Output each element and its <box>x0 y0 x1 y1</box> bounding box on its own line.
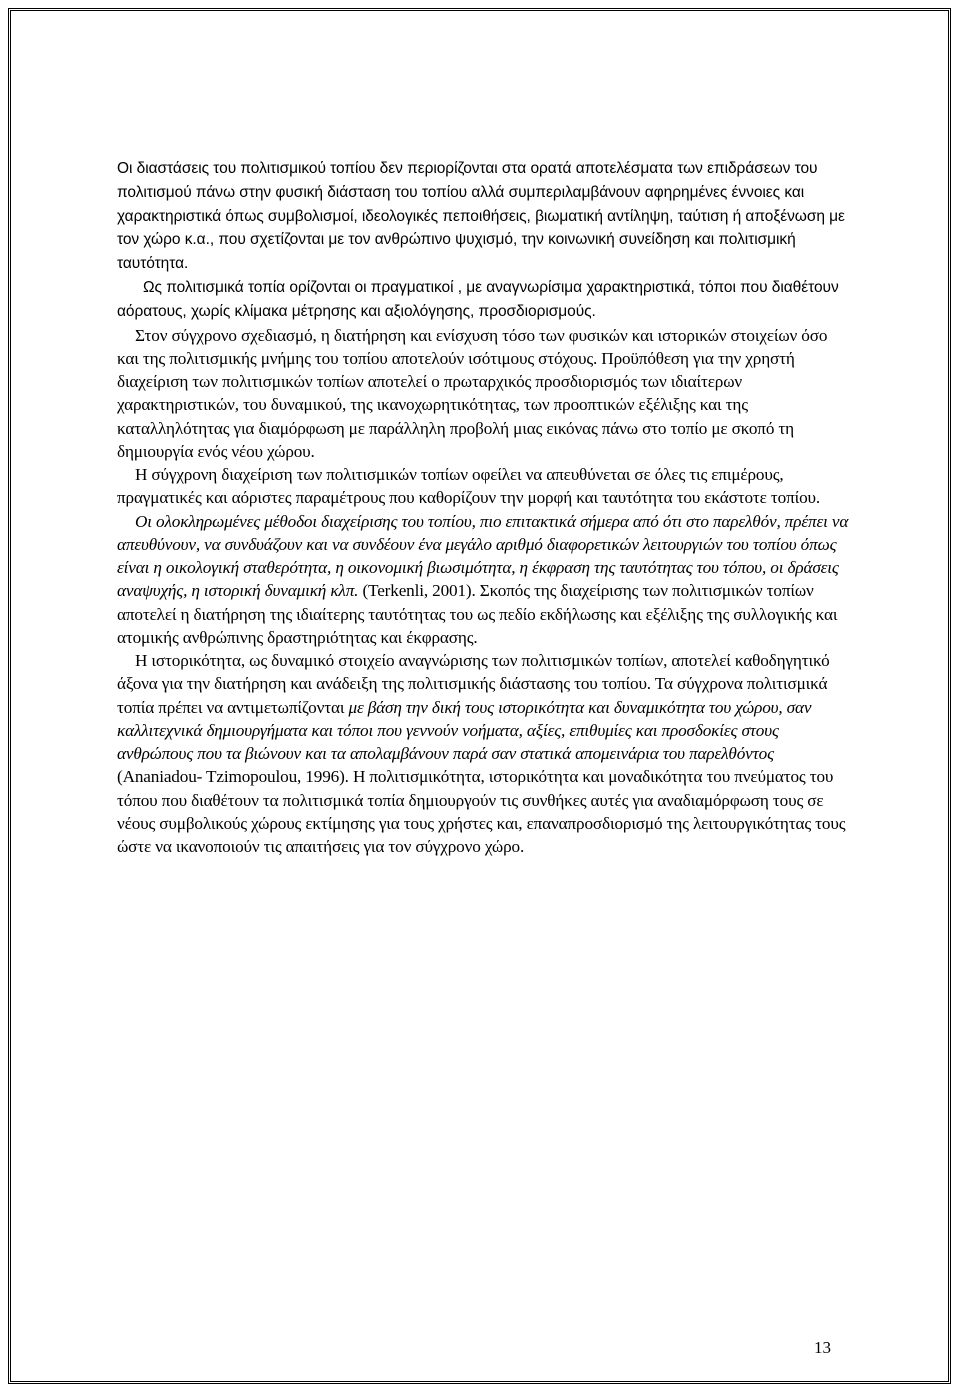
document-body <box>117 157 849 858</box>
paragraph-4: Η σύγχρονη διαχείριση των πολιτισμικών τοπίων οφείλει να απευθύνεται σε όλες τις επιμέρους, πραγματικές και αόριστες παραμέτρους που καθορίζουν την μορφή και ταυτότητα του εκάστοτε τοπίου. <box>117 465 821 508</box>
document-page <box>8 8 951 1384</box>
paragraph-1: Οι διαστάσεις του πολιτισμικού τοπίου δεν περιορίζονται στα ορατά αποτελέσματα των επιδράσεων του πολιτισμού πάνω στην φυσική διάσταση του τοπίου αλλά συμπεριλαμβάνουν αφηρημένες έννοιες και χαρακτηριστικά όπως συμβολισμοί, ιδεολογικές πεποιθήσεις, βιωματική αντίληψη, ταύτιση ή αποξένωση με τον χώρο κ.α., που σχετίζονται με τον ανθρώπινο ψυχισμό, την κοινωνική συνείδηση και πολιτισμική ταυτότητα. <box>117 160 845 273</box>
paragraph-3 <box>117 324 849 464</box>
paragraph-5 <box>117 510 849 650</box>
paragraph-6-part-2: (Ananiadou- Tzimopoulou, 1996). Η πολιτισμικότητα, ιστορικότητα και μοναδικότητα του πνεύματος του τόπου που διαθέτουν τα πολιτισμικά τοπία δημιουργούν τις συνθήκες αυτές για αναδιαμόρφωση τους σε νέους συμβολικούς χώρους εκτίμησης για τους χρήστες και, επαναπροσδιορισμό της λειτουργικότητας τους ώστε να ικανοποιούν τις απαιτήσεις για τον σύγχρονο χώρο. <box>117 767 846 857</box>
paragraph-5-rest: (Terkenli, 2001). Σκοπός της διαχείρισης των πολιτισμικών τοπίων αποτελεί η διατήρηση της ιδιαίτερης ταυτότητας του ως πεδίο εκδήλωσης και εξέλιξης της συλλογικής και ατομικής ανθρώπινης δραστηριότητας και έκφρασης. <box>117 581 838 647</box>
paragraph-6 <box>117 649 849 858</box>
page-number: 13 <box>814 1338 831 1357</box>
paragraph-6-italic: με βάση την δική τους ιστορικότητα και δυναμικότητα του χώρου, σαν καλλιτεχνικά δημιουργήματα και τόποι που γεννούν νοήματα, αξίες, επιθυμίες και προσδοκίες στους ανθρώπους που τα βιώνουν και τα απολαμβάνουν παρά σαν στατικά απομεινάρια του παρελθόντος <box>117 697 812 764</box>
paragraph-5-italic: Οι ολοκληρωμένες μέθοδοι διαχείρισης του τοπίου, πιο επιτακτικά σήμερα από ότι στο παρελθόν, πρέπει να απευθύνουν, να συνδυάζουν και να συνδέουν ένα μεγάλο αριθμό διαφορετικών λειτουργιών του τοπίου όπως είναι η οικολογική σταθερότητα, η οικονομική βιωσιμότητα, η έκφραση της ταυτότητας του τόπου, οι δράσεις αναψυχής, η ιστορική δυναμική κλπ. <box>117 511 849 601</box>
paragraph-2: Ως πολιτισμικά τοπία ορίζονται οι πραγματικοί , με αναγνωρίσιμα χαρακτηριστικά, τόποι που διαθέτουν αόρατους, χωρίς κλίμακα μέτρησης και αξιολόγησης, προσδιορισμούς. <box>117 278 839 320</box>
paragraph-3-part-1: Στον σύγχρονο σχεδιασμό, η διατήρηση και ενίσχυση τόσο των φυσικών και ιστορικών στοιχείων όσο και της πολιτισμικής μνήμης του τοπίου αποτελούν ισότιμους στόχους. <box>117 325 828 368</box>
paragraph-6-part-1: Η ιστορικότητα, ως δυναμικό στοιχείο αναγνώρισης των πολιτισμικών τοπίων, αποτελεί καθοδηγητικό άξονα για την διατήρηση και ανάδειξη της πολιτισμικής διάστασης του τοπίου. Τα σύγχρονα πολιτισμικά τοπία πρέπει να αντιμετωπίζονται <box>117 651 830 717</box>
paragraph-3-part-2: Προϋπόθεση για την χρηστή διαχείριση των πολιτισμικών τοπίων αποτελεί ο πρωταρχικός προσδιορισμός των ιδιαίτερων χαρακτηριστικών, του δυναμικού, της ικανοχωρητικότητας, των προοπτικών εξέλιξης και της καταλληλότητας για διαμόρφωση με παράλληλη προβολή μιας εικόνας πάνω στο τοπίο με σκοπό τη δημιουργία ενός νέου χώρου. <box>117 348 795 461</box>
